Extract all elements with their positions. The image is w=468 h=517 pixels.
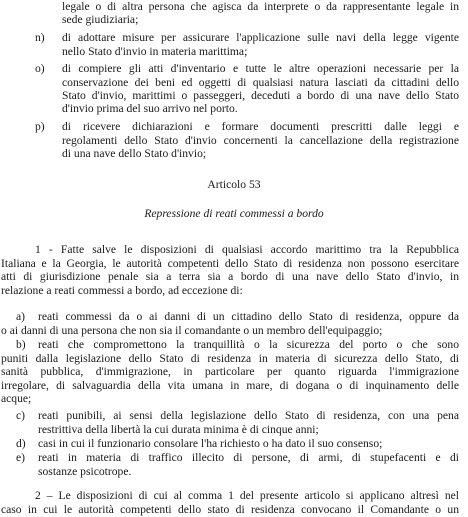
list-item-p-marker: p): [35, 120, 45, 133]
list-item-a-line-1: reati commessi da o ai danni di un cittadino dello Stato di residenza, oppure da: [38, 310, 459, 323]
list-item-o-line-1: di compiere gli atti d'inventario e tutte le altre operazioni necessarie per la: [62, 62, 459, 75]
list-item-b-line-3: sanità pubblica, d'immigrazione, in particolare per quanto riguarda l'immigrazione: [1, 365, 459, 378]
list-item-d-line-1: casi in cui il funzionario consolare l'ha richiesto o ha dato il suo consenso;: [38, 437, 383, 450]
paragraph-1-line-3: atti di giurisdizione penale sia a terra sia a bordo di una nave dello Stato d'invio, in: [1, 270, 459, 283]
paragraph-2-line-1: 2 – Le disposizioni di cui al comma 1 del presente articolo si applicano altresì nel: [35, 489, 459, 502]
list-item-n-line-2: nello Stato d'invio in materia marittima;: [62, 45, 248, 58]
paragraph-1-line-2: Italiana e la Georgia, le autorità competenti dello Stato di residenza non possono esercitare: [1, 257, 459, 270]
list-item-e-marker: e): [16, 451, 26, 464]
list-item-b-line-1: reati che compromettono la tranquillità o la sicurezza del porto o che sono: [38, 338, 459, 351]
list-item-p-line-3: di una nave dello Stato d'invio;: [62, 147, 207, 160]
list-item-o-line-2: conservazione dei beni ed oggetti di qualsiasi natura lasciati da cittadini dello: [62, 76, 459, 89]
list-item-cont-line-2: sede giudiziaria;: [62, 13, 139, 26]
list-item-p-line-2: regolamenti dello Stato d'invio concernenti la cancellazione della registrazione: [62, 134, 459, 147]
list-item-o-line-4: d'invio prima del suo arrivo nel porto.: [62, 102, 238, 115]
list-item-b-line-2: puniti dalla legislazione dello Stato di residenza in materia di sicurezza dello Stato, di: [1, 352, 459, 365]
list-item-e-line-2: sostanze psicotrope.: [38, 465, 132, 478]
article-heading: Articolo 53: [207, 178, 261, 191]
list-item-b-line-4: irregolare, di salvaguardia della vita umana in mare, di dogana o di inquinamento delle: [1, 379, 459, 392]
paragraph-2-line-2: caso in cui le autorità competenti dello stato di residenza convocano il Comandante o un: [1, 503, 459, 516]
list-item-c-marker: c): [16, 409, 26, 422]
list-item-n-line-1: di adottare misure per assicurare l'applicazione sulle navi della legge vigente: [62, 31, 459, 44]
list-item-n-marker: n): [35, 31, 45, 44]
list-item-a-marker: a): [16, 310, 26, 323]
list-item-b-line-5: acque;: [1, 392, 32, 405]
list-item-b-marker: b): [16, 338, 26, 351]
paragraph-1-line-4: relazione a reati commessi a bordo, ad eccezione di:: [1, 284, 243, 297]
list-item-d-marker: d): [16, 437, 26, 450]
list-item-p-line-1: di ricevere dichiarazioni e formare documenti prescritti dalle leggi e: [62, 120, 459, 133]
list-item-o-marker: o): [35, 62, 45, 75]
list-item-c-line-1: reati punibili, ai sensi della legislazione dello Stato di residenza, con una pena: [38, 409, 459, 422]
paragraph-1-line-1: 1 - Fatte salve le disposizioni di qualsiasi accordo marittimo tra la Repubblica: [35, 243, 459, 256]
list-item-c-line-2: restrittiva della libertà la cui durata minima è di cinque anni;: [38, 423, 319, 436]
list-item-cont-line-1: legale o di altra persona che agisca da interprete o da rappresentante legale in: [62, 0, 459, 13]
list-item-e-line-1: reati in materia di traffico illecito di persone, di armi, di stupefacenti e di: [38, 451, 459, 464]
list-item-o-line-3: Stato d'invio, marittimi o passeggeri, deceduti a bordo di una nave dello Stato: [62, 89, 459, 102]
list-item-a-line-2: o ai danni di una persona che non sia il comandante o un membro dell'equipaggio;: [1, 324, 383, 337]
article-subtitle: Repressione di reati commessi a bordo: [144, 207, 324, 220]
